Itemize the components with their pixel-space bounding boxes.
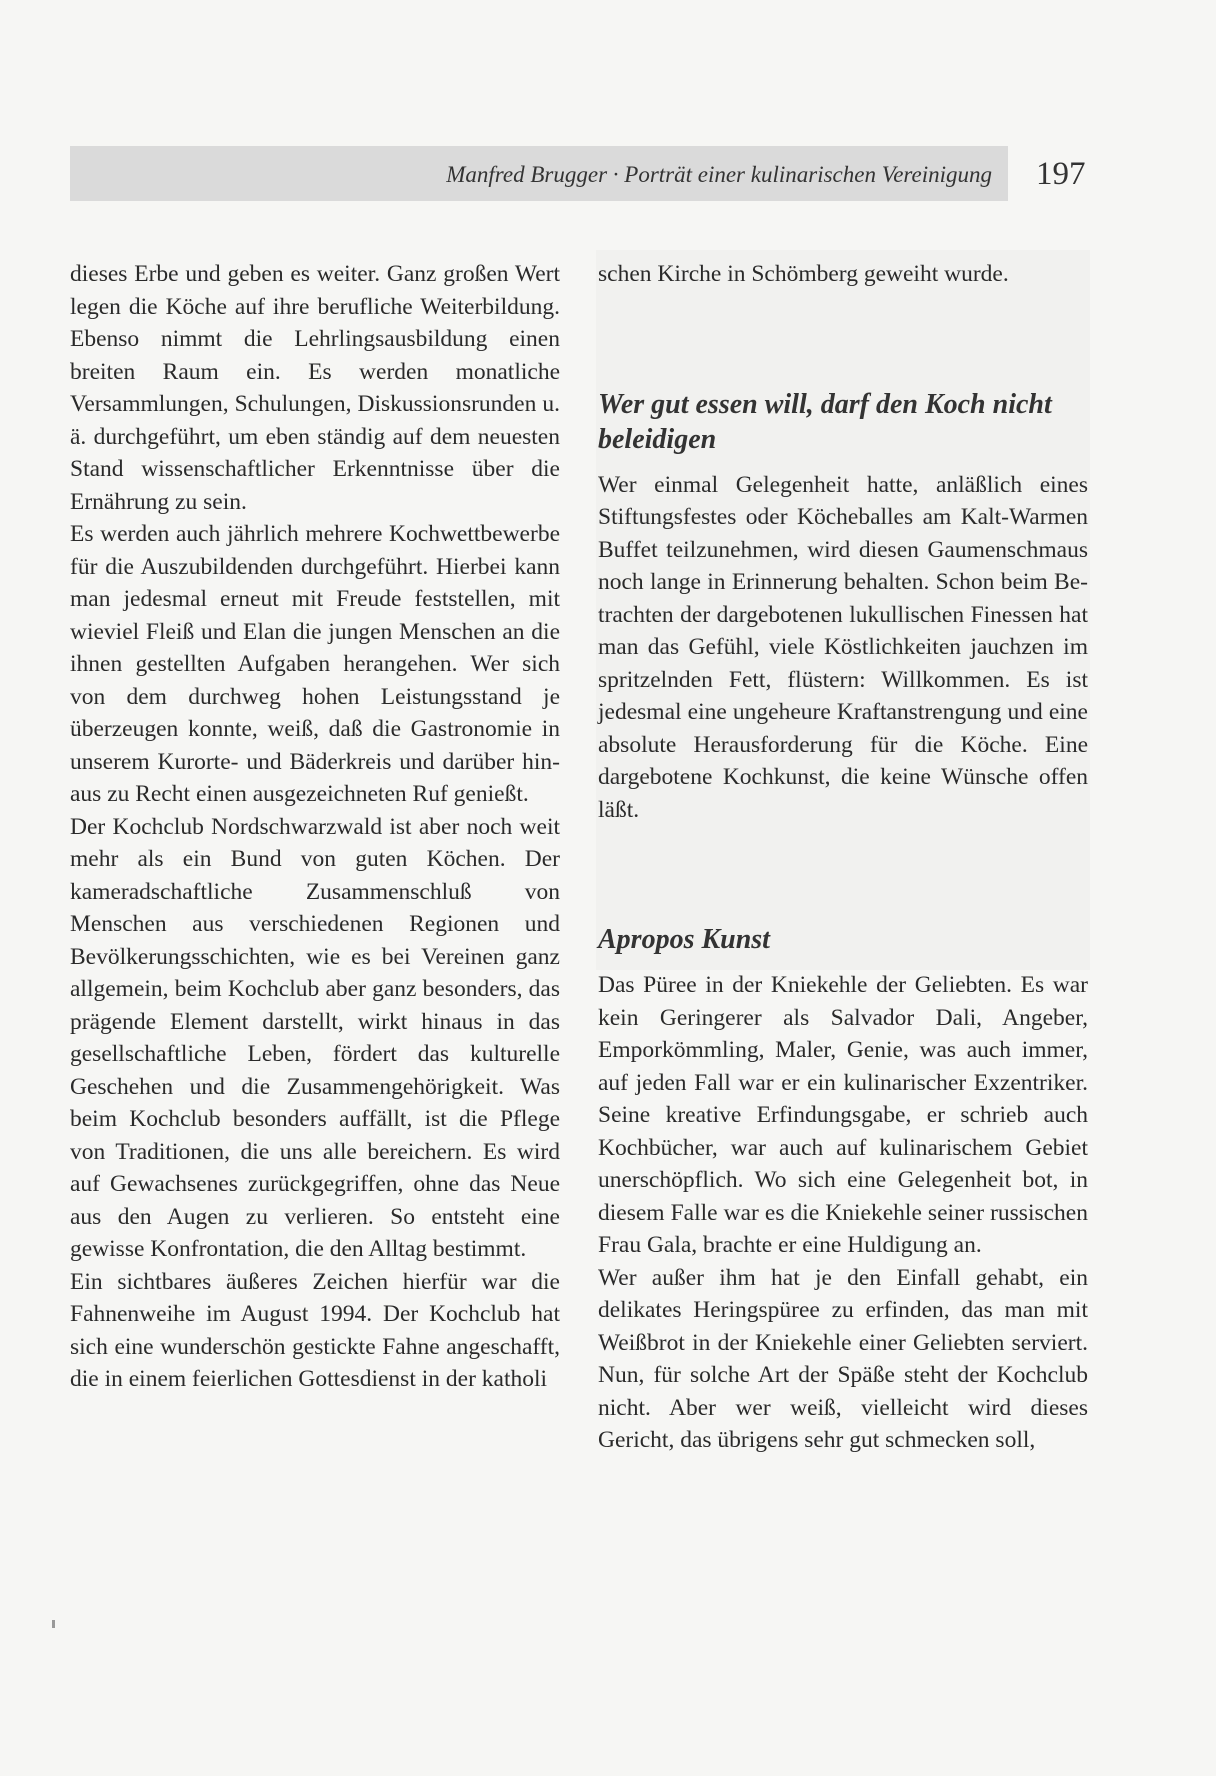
paragraph: Wer außer ihm hat je den Einfall gehabt, ein delikates Heringspüree zu erfinden, das man mit Weißbrot in der Kniekehle einer Geliebten serviert. Nun, für solche Art der Späße steht der Kochclub nicht. Aber wer weiß, vielleicht wird dieses Gericht, das übrigens sehr gut schmecken soll, xyxy=(598,1264,1088,1453)
section-heading: Apropos Kunst xyxy=(598,924,770,955)
paragraph: Der Kochclub Nordschwarzwald ist aber noch weit mehr als ein Bund von guten Köchen. Der kameradschaftliche Zusammenschluß von Menschen aus verschiedenen Regionen und Bevölkerungsschichten, wie es bei Vereinen ganz allgemein, beim Kochclub aber ganz besonders, das prägende Element darstellt, wirkt hinaus in das gesellschaftliche Leben, fördert das kulturelle Geschehen und die Zusammengehörigkeit. Was beim Kochclub besonders auffällt, ist die Pflege von Traditionen, die uns alle bereichern. Es wird auf Gewachsenes zurückgegriffen, ohne das Neue aus den Augen zu verlieren. So entsteht eine gewisse Konfrontation, die den Alltag bestimmt. xyxy=(70,813,560,1262)
paragraph: schen Kirche in Schömberg geweiht wurde. xyxy=(598,261,1009,287)
page-number: 197 xyxy=(1036,156,1086,192)
section-heading: Wer gut essen will, darf den Koch nicht beleidigen xyxy=(598,388,1052,455)
margin-mark xyxy=(52,1620,55,1628)
paragraph: Ein sichtbares äußeres Zeichen hierfür war die Fahnenweihe im August 1994. Der Kochclub hat sich eine wunderschön gestickte Fahne angeschafft, die in einem feierlichen Gottesdienst in der katholi xyxy=(70,1268,560,1392)
paragraph: dieses Erbe und geben es weiter. Ganz großen Wert legen die Köche auf ihre berufliche Weiterbildung. Ebenso nimmt die Lehrlingsausbildung einen breiten Raum ein. Es werden monatliche Versammlungen, Schulungen, Diskussionsrunden u. ä. durchgeführt, um eben ständig auf dem neuesten Stand wissenschaftlicher Erkenntnisse über die Ernährung zu sein. xyxy=(70,261,560,515)
right-column xyxy=(598,258,1088,1457)
left-column xyxy=(70,258,560,1396)
running-title: Manfred Brugger · Porträt einer kulinarischen Vereinigung xyxy=(446,162,992,187)
paragraph: Es werden auch jährlich mehrere Kochwettbewerbe für die Auszubildenden durchgeführt. Hierbei kann man jedesmal erneut mit Freude feststellen, mit wieviel Fleiß und Elan die jungen Menschen an die ihnen gestellten Aufgaben herangehen. Wer sich von dem durchweg hohen Leistungsstand je überzeugen konnte, weiß, daß die Gastronomie in unserem Kurorte- und Bäderkreis und darüber hinaus zu Recht einen ausgezeichneten Ruf genießt. xyxy=(70,521,560,807)
paragraph: Das Püree in der Kniekehle der Geliebten. Es war kein Geringerer als Salvador Dali, Angeber, Emporkömmling, Maler, Genie, was auch immer, auf jeden Fall war er ein kulinarischer Exzentriker. Seine kreative Erfindungsgabe, er schrieb auch Kochbücher, war auch auf kulinarischem Gebiet unerschöpflich. Wo sich eine Gelegenheit bot, in diesem Falle war es die Kniekehle seiner russischen Frau Gala, brachte er eine Huldigung an. xyxy=(598,972,1088,1258)
paragraph: Wer einmal Gelegenheit hatte, anläßlich eines Stiftungsfestes oder Köcheballes am Kalt-Warmen Buffet teilzunehmen, wird diesen Gaumenschmaus noch lange in Erinnerung behalten. Schon beim Betrachten der dargebotenen lukullischen Finessen hat man das Gefühl, viele Köstlichkeiten jauchzen im spritzelnden Fett, flüstern: Willkommen. Es ist jedesmal eine ungeheure Kraftanstrengung und eine absolute Herausforderung für die Köche. Eine dargebotene Kochkunst, die keine Wünsche offen läßt. xyxy=(598,471,1088,823)
